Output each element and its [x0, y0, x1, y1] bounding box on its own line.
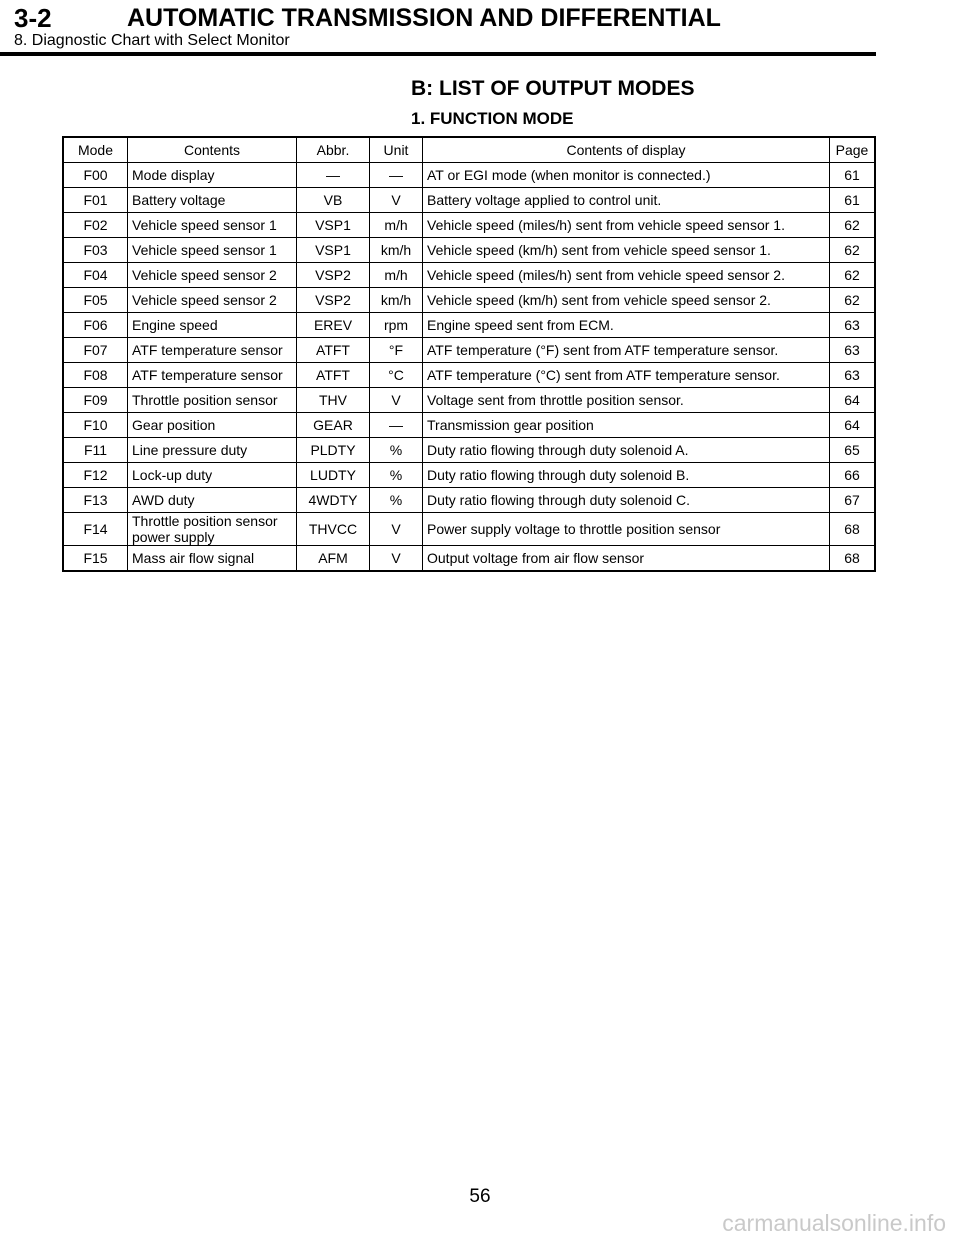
table-header-row: [63, 137, 875, 163]
page-cell: 68: [830, 513, 876, 546]
list-heading: B: LIST OF OUTPUT MODES: [411, 77, 695, 100]
unit-cell: —: [370, 163, 423, 188]
page-cell: 62: [830, 263, 876, 288]
unit-cell: %: [370, 463, 423, 488]
page-cell: 67: [830, 488, 876, 513]
table-row: [63, 163, 875, 188]
contents-cell: Vehicle speed sensor 2: [128, 288, 297, 313]
contents-cell: Throttle position sensor: [128, 388, 297, 413]
page-cell: 61: [830, 188, 876, 213]
display-cell: Vehicle speed (km/h) sent from vehicle speed sensor 1.: [423, 238, 830, 263]
column-header-display: Contents of display: [423, 137, 830, 163]
display-cell: Vehicle speed (miles/h) sent from vehicle speed sensor 2.: [423, 263, 830, 288]
contents-cell: Lock-up duty: [128, 463, 297, 488]
mode-cell: F15: [63, 546, 128, 572]
mode-cell: F03: [63, 238, 128, 263]
display-cell: Transmission gear position: [423, 413, 830, 438]
unit-cell: °C: [370, 363, 423, 388]
table-row: [63, 363, 875, 388]
contents-cell: Mode display: [128, 163, 297, 188]
page-cell: 66: [830, 463, 876, 488]
unit-cell: V: [370, 546, 423, 572]
contents-cell: Engine speed: [128, 313, 297, 338]
abbr-cell: AFM: [297, 546, 370, 572]
abbr-cell: THVCC: [297, 513, 370, 546]
table-row: [63, 313, 875, 338]
page-cell: 62: [830, 238, 876, 263]
mode-cell: F09: [63, 388, 128, 413]
mode-cell: F08: [63, 363, 128, 388]
contents-cell: Battery voltage: [128, 188, 297, 213]
column-header-mode: Mode: [63, 137, 128, 163]
mode-cell: F13: [63, 488, 128, 513]
display-cell: Voltage sent from throttle position sensor.: [423, 388, 830, 413]
section-number: 3-2: [14, 3, 52, 33]
unit-cell: rpm: [370, 313, 423, 338]
mode-cell: F00: [63, 163, 128, 188]
table-row: [63, 513, 875, 546]
page-cell: 62: [830, 288, 876, 313]
table-row: [63, 463, 875, 488]
display-cell: Power supply voltage to throttle position sensor: [423, 513, 830, 546]
mode-cell: F11: [63, 438, 128, 463]
abbr-cell: ATFT: [297, 363, 370, 388]
page-header: [0, 0, 960, 60]
table-row: [63, 438, 875, 463]
column-header-contents: Contents: [128, 137, 297, 163]
display-cell: Duty ratio flowing through duty solenoid C.: [423, 488, 830, 513]
abbr-cell: THV: [297, 388, 370, 413]
abbr-cell: VSP2: [297, 288, 370, 313]
page-cell: 61: [830, 163, 876, 188]
display-cell: Vehicle speed (km/h) sent from vehicle speed sensor 2.: [423, 288, 830, 313]
page-cell: 65: [830, 438, 876, 463]
display-cell: ATF temperature (°F) sent from ATF temperature sensor.: [423, 338, 830, 363]
contents-cell: ATF temperature sensor: [128, 363, 297, 388]
abbr-cell: PLDTY: [297, 438, 370, 463]
unit-cell: km/h: [370, 238, 423, 263]
column-header-unit: Unit: [370, 137, 423, 163]
contents-cell: Vehicle speed sensor 1: [128, 213, 297, 238]
mode-cell: F06: [63, 313, 128, 338]
table-row: [63, 188, 875, 213]
table-row: [63, 263, 875, 288]
unit-cell: V: [370, 188, 423, 213]
mode-cell: F07: [63, 338, 128, 363]
section-subtitle: 8. Diagnostic Chart with Select Monitor: [14, 32, 290, 49]
display-cell: AT or EGI mode (when monitor is connected.): [423, 163, 830, 188]
header-rule: [0, 52, 876, 56]
contents-cell: ATF temperature sensor: [128, 338, 297, 363]
unit-cell: m/h: [370, 213, 423, 238]
abbr-cell: 4WDTY: [297, 488, 370, 513]
mode-cell: F02: [63, 213, 128, 238]
unit-cell: km/h: [370, 288, 423, 313]
unit-cell: %: [370, 438, 423, 463]
abbr-cell: ATFT: [297, 338, 370, 363]
display-cell: Duty ratio flowing through duty solenoid B.: [423, 463, 830, 488]
table-row: [63, 338, 875, 363]
page-cell: 63: [830, 313, 876, 338]
display-cell: Engine speed sent from ECM.: [423, 313, 830, 338]
column-header-page: Page: [830, 137, 876, 163]
unit-cell: V: [370, 513, 423, 546]
page-number: 56: [469, 1186, 491, 1207]
contents-line: power supply: [132, 529, 215, 545]
table-row: [63, 288, 875, 313]
display-cell: ATF temperature (°C) sent from ATF temperature sensor.: [423, 363, 830, 388]
page-cell: 64: [830, 388, 876, 413]
unit-cell: m/h: [370, 263, 423, 288]
table-row: [63, 213, 875, 238]
contents-cell: Mass air flow signal: [128, 546, 297, 572]
contents-cell: [128, 513, 297, 546]
mode-cell: F14: [63, 513, 128, 546]
table-row: [63, 413, 875, 438]
mode-cell: F04: [63, 263, 128, 288]
page-cell: 63: [830, 338, 876, 363]
abbr-cell: VB: [297, 188, 370, 213]
contents-cell: Vehicle speed sensor 2: [128, 263, 297, 288]
page-cell: 62: [830, 213, 876, 238]
mode-cell: F10: [63, 413, 128, 438]
unit-cell: V: [370, 388, 423, 413]
table-row: [63, 546, 875, 572]
unit-cell: —: [370, 413, 423, 438]
display-cell: Duty ratio flowing through duty solenoid A.: [423, 438, 830, 463]
contents-cell: Vehicle speed sensor 1: [128, 238, 297, 263]
mode-cell: F05: [63, 288, 128, 313]
section-title: AUTOMATIC TRANSMISSION AND DIFFERENTIAL: [127, 4, 721, 32]
contents-cell: Line pressure duty: [128, 438, 297, 463]
mode-cell: F12: [63, 463, 128, 488]
abbr-cell: —: [297, 163, 370, 188]
unit-cell: %: [370, 488, 423, 513]
abbr-cell: VSP2: [297, 263, 370, 288]
contents-line: Throttle position sensor: [132, 513, 278, 529]
page-cell: 63: [830, 363, 876, 388]
abbr-cell: LUDTY: [297, 463, 370, 488]
abbr-cell: VSP1: [297, 213, 370, 238]
page-cell: 64: [830, 413, 876, 438]
table-row: [63, 238, 875, 263]
contents-cell: Gear position: [128, 413, 297, 438]
mode-cell: F01: [63, 188, 128, 213]
abbr-cell: EREV: [297, 313, 370, 338]
output-modes-table: [62, 136, 876, 572]
display-cell: Battery voltage applied to control unit.: [423, 188, 830, 213]
column-header-abbr: Abbr.: [297, 137, 370, 163]
watermark: carmanualsonline.info: [722, 1210, 946, 1236]
page-cell: 68: [830, 546, 876, 572]
unit-cell: °F: [370, 338, 423, 363]
contents-cell: AWD duty: [128, 488, 297, 513]
abbr-cell: GEAR: [297, 413, 370, 438]
function-mode-heading: 1. FUNCTION MODE: [411, 109, 574, 128]
table-row: [63, 488, 875, 513]
display-cell: Output voltage from air flow sensor: [423, 546, 830, 572]
display-cell: Vehicle speed (miles/h) sent from vehicle speed sensor 1.: [423, 213, 830, 238]
table-row: [63, 388, 875, 413]
abbr-cell: VSP1: [297, 238, 370, 263]
